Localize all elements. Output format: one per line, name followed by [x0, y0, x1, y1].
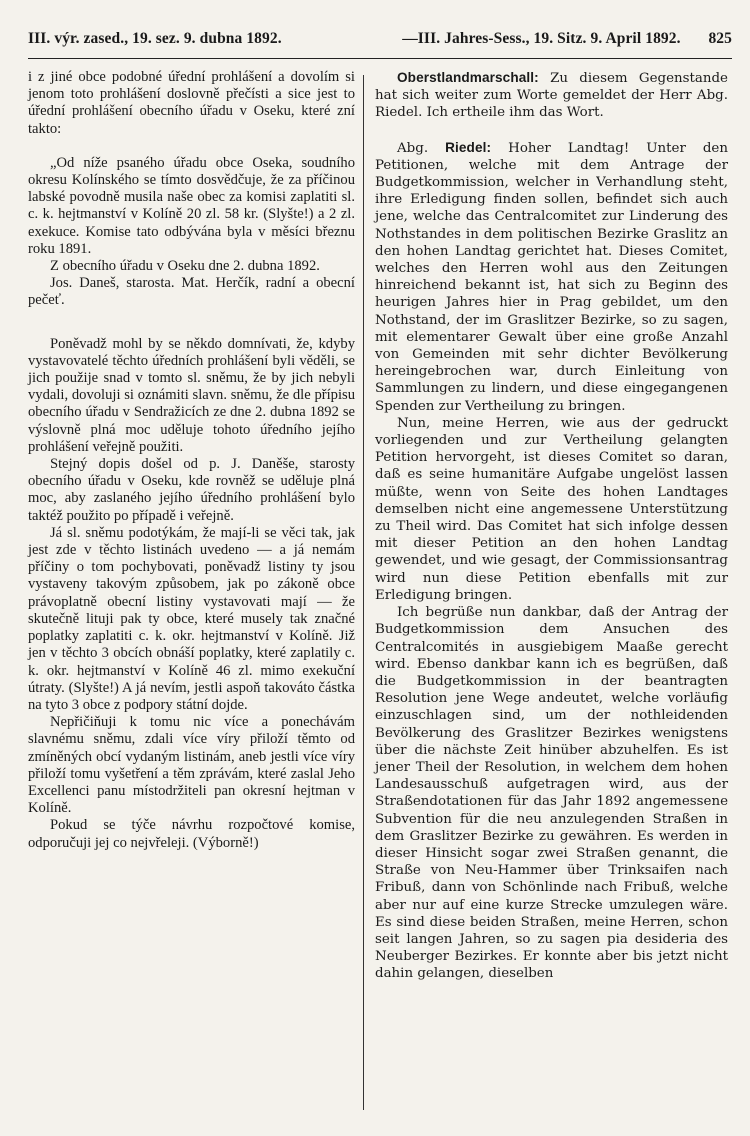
paragraph: Nun, meine Herren, wie aus der gedruckt vorliegenden und zur Vertheilung gelangten Petition hervorgeht, ist dieses Comitet so daran, daß es seine humanitäre Aufgabe ungelöst lassen müßte, wenn von Seite des hohen Landtages demselben nicht eine angemessene Unterstützung zu Theil wird. Das Comitet hat sich infolge dessen mit dieser Petition an den hohen Landtag gewendet, und wie gesagt, der Commissionsantrag wird nun diese Petition ebenfalls mit zur Erledigung bringen.	[375, 415, 728, 603]
paragraph: Pokud se týče návrhu rozpočtové komise, odporučuji jej co nejvřeleji. (Výborně!)	[28, 817, 355, 851]
speaker-name: Oberstlandmarschall:	[397, 70, 539, 85]
czech-column	[28, 69, 363, 1110]
quote-text: „Od níže psaného úřadu obce Oseka, soudního okresu Kolínského se tímto dosvědčuje, že za příčinou labské povodně musila naše obec za komisi zaplatiti sl. c. k. hejtmanství v Kolíně 20 zl. 58 kr. (Slyšte!) a 2 zl. exekuce. Komise tato odbývána byla v měsíci březnu roku 1891.	[28, 154, 355, 257]
speech-text: Zu diesem Gegenstande hat sich weiter zum Worte gemeldet der Herr Abg. Riedel. Ich ertheile ihm das Wort.	[375, 71, 728, 121]
quote-date: Z obecního úřadu v Oseku dne 2. dubna 1892.	[50, 258, 320, 275]
speech-text: Hoher Landtag! Unter den Petitionen, welche mit dem Antrage der Budgetkommission, welcher in Verhandlung steht, ihre Erledigung finden sollen, befindet sich auch jene, welche das Centralcomitet zur Linderung des Nothstandes in dem politischen Bezirke Graslitz an den hohen Landtag gerichtet hat. Dieses Comitet, welches den Herren wohl aus den Zeitungen hinreichend bekannt ist, hat sich zu Beginn des heurigen Jahres hier in Prag gebildet, um den Nothstand, der im Graslitzer Bezirke, so zu sagen, mit elementarer Gewalt über eine große Anzahl von Gemeinden mit sehr dichter Bevölkerung hereingebrochen war, durch Einleitung von Sammlungen zu lindern, und diese eingegangenen Spenden zur Vertheilung zu bringen.	[375, 140, 728, 414]
speech-oberstlandmarschall	[375, 69, 728, 122]
signature-block	[28, 275, 355, 309]
speech-riedel	[375, 139, 728, 415]
header-german-text: —III. Jahres-Sess., 19. Sitz. 9. April 1892.	[402, 30, 681, 47]
paragraph: Poněvadž mohl by se někdo domnívati, že, kdyby vystavovatelé těchto úředních prohlášení byli věděli, se jich použije snad v tomto sl. sněmu, že by jich nebyli vydali, dovoluji si oznámiti slavn. sněmu, že dle přípisu obecního úřadu v Sendražicích ze dne 2. dubna 1892 se výslovně plná moc uděluje tohoto úředního jejího prohlášení veřejně použiti.	[28, 335, 355, 455]
header-czech: III. výr. zased., 19. sez. 9. dubna 1892.	[28, 30, 282, 47]
spacer	[375, 122, 728, 139]
paragraph: Já sl. sněmu podotýkám, že mají-li se věci tak, jak jest zde v těchto listinách uvedeno — a já nemám příčiny o tom pochybovati, poněvadž listiny ty jsou vystaveny takovým způsobem, jak po zákoně obce právoplatně obecní listiny vystavovati mají — že skutečně lituji pak ty obce, které musely tak značné poplatky zaplatiti c. k. okr. hejtmanství v Kolíně. Již jen v těchto 3 obcích obnáší poplatky, které zaplatily c. k. okr. hejtmanství v Kolíně 46 zl. mimo exekuční útraty. (Slyšte!) A já nevím, jestli aspoň takováto částka na tyto 3 obce z podpory státní dojde.	[28, 524, 355, 713]
paragraph: Nepřičiňuji k tomu nic více a ponechávám slavnému sněmu, zdali více víry přiloží těmto od zmíněných obcí vydaným listinám, aneb jestli více víry přiloží tomu vyšetření a těm zprávám, které zaslal Jeho Excellenci panu místodržiteli pan okresní hejtman v Kolíně.	[28, 714, 355, 817]
speaker-name: Riedel:	[445, 139, 492, 155]
paragraph: Stejný dopis došel od p. J. Daněše, starosty obecního úřadu v Oseku, kde rovněž se uděluje plná moc, aby zaslaného jejího úředního prohlášení bylo taktéž použito po případě i veřejně.	[28, 456, 355, 524]
german-column	[364, 69, 728, 1110]
paragraph: i z jiné obce podobné úřední prohlášení a dovolím si jenom toto prohlášení doslovně přečísti a sice jest to úřední prohlášení obecního úřadu v Oseku, které zní takto:	[28, 69, 355, 137]
spacer	[28, 310, 355, 336]
page-header	[28, 30, 732, 54]
header-german	[402, 30, 732, 48]
page-number: 825	[708, 30, 732, 47]
header-rule	[28, 58, 732, 59]
signature: Jos. Daneš, starosta. Mat. Herčík, radní a obecní pečeť.	[28, 275, 355, 309]
paragraph: Ich begrüße nun dankbar, daß der Antrag der Budgetkommission dem Ansuchen des Centralcomités in ausgiebigem Maaße gerecht wird. Ebenso dankbar kann ich es begrüßen, daß die Budgetkommission in der beantragten Resolution jene Wege andeutet, welche vorläufig einzuschlagen sind, um der nothleidenden Bevölkerung des Graslitzer Bezirkes wenigstens über die nächste Zeit hinüber abzuhelfen. Es ist jener Theil der Resolution, in welchem dem hohen Landesausschuß aufgetragen wird, aus der Straßendotationen für das Jahr 1892 angemessene Subvention für die neu anzulegenden Straßen in dem Graslitzer Bezirke zu gewähren. Es werden in dieser Hinsicht sogar zwei Straßen genannt, die Straße von Neu-Hammer über Trinksaifen nach Fribuß, dann von Schönlinde nach Fribuß, welche aber nur auf eine kurze Strecke umzulegen wäre. Es sind diese beiden Straßen, meine Herren, schon seit langen Jahren, so zu sagen pia desideria des Neuberger Bezirkes. Er konnte aber bis jetzt nicht dahin gelangen, dieselben	[375, 605, 728, 982]
speaker-prefix: Abg.	[397, 140, 429, 156]
quoted-statement	[28, 155, 355, 275]
two-column-body	[28, 69, 732, 1110]
spacer	[28, 138, 355, 155]
